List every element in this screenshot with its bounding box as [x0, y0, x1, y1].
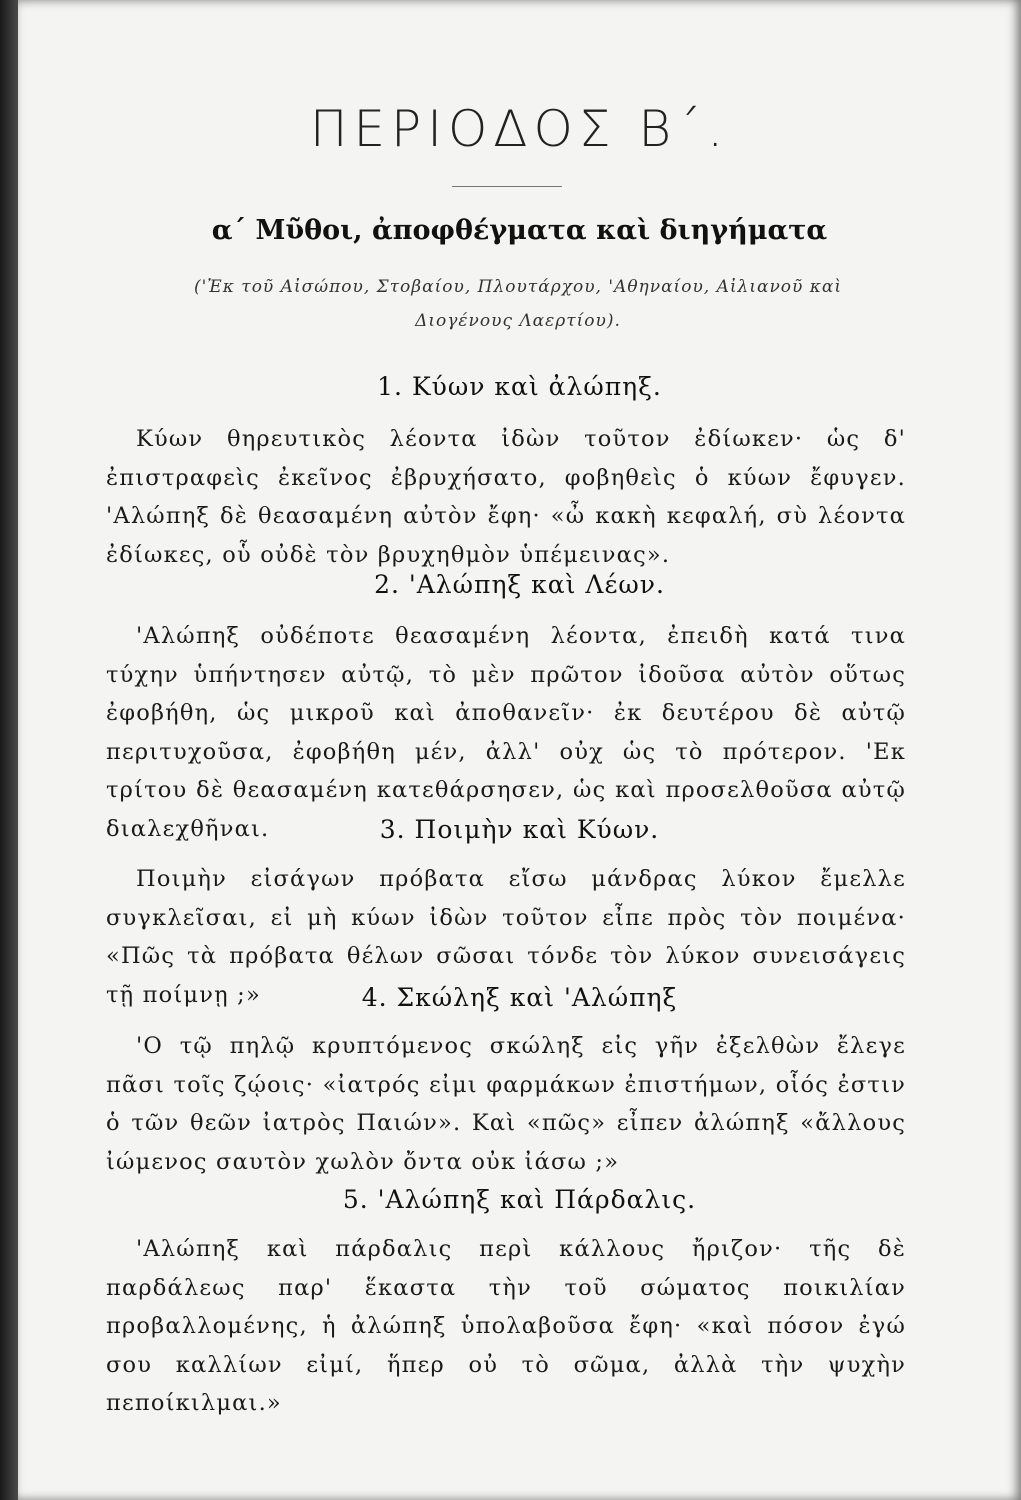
fable-1-text — [106, 420, 906, 574]
fable-2-text — [106, 617, 906, 848]
book-gutter — [0, 0, 18, 1500]
fable-3-title: 3. Ποιμὴν καὶ Κύων. — [379, 815, 660, 844]
fable-5-title: 5. 'Αλώπηξ καὶ Πάρδαλις. — [342, 1185, 697, 1214]
title-divider — [452, 186, 562, 187]
fable-2-title: 2. 'Αλώπηξ καὶ Λέων. — [374, 570, 665, 599]
fable-5-paragraph: 'Αλώπηξ καὶ πάρδαλις περὶ κάλλους ἤριζον· τῆς δὲ παρδάλεως παρ' ἕκαστα τὴν τοῦ σώματος ποικιλίαν προβαλλομένης, ἡ ἀλώπηξ ὑπολαβοῦσα ἔφη· «καὶ πόσον ἐγώ σου καλλίων εἰμί, ἥπερ οὐ τὸ σῶμα, ἀλλὰ τὴν ψυχὴν πεποίκιλμαι.» — [106, 1236, 906, 1416]
section-title: α΄ Μῦθοι, ἀποφθέγματα καὶ διηγήματα — [211, 215, 828, 246]
fable-2-paragraph: 'Αλώπηξ οὐδέποτε θεασαμένη λέοντα, ἐπειδὴ κατά τινα τύχην ὑπήντησεν αὐτῷ, τὸ μὲν πρῶτον ἰδοῦσα αὐτὸν οὕτως ἐφοβήθη, ὡς μικροῦ καὶ ἀποθανεῖν· ἐκ δευτέρου δὲ αὐτῷ περιτυχοῦσα, ἐφοβήθη μέν, ἀλλ' οὐχ ὡς τὸ πρότερον. 'Εκ τρίτου δὲ θεασαμένη κατεθάρσησεν, ὡς καὶ προσελθοῦσα αὐτῷ διαλεχθῆναι. — [106, 623, 906, 842]
fable-5-text — [106, 1230, 906, 1423]
fable-3-paragraph: Ποιμὴν εἰσάγων πρόβατα εἴσω μάνδρας λύκον ἔμελλε συγκλεῖσαι, εἰ μὴ κύων ἰδὼν τοῦτον εἶπε πρὸς τὸν ποιμένα· «Πῶς τὰ πρόβατα θέλων σῶσαι τόνδε τὸν λύκον συνεισάγεις τῇ ποίμνῃ ;» — [106, 866, 906, 1008]
fable-1-title: 1. Κύων καὶ ἀλώπηξ. — [377, 372, 662, 401]
fable-1-paragraph: Κύων θηρευτικὸς λέοντα ἰδὼν τοῦτον ἐδίωκεν· ὡς δ' ἐπιστραφεὶς ἐκεῖνος ἐβρυχήσατο, φοβηθεὶς ὁ κύων ἔφυγεν. 'Αλώπηξ δὲ θεασαμένη αὐτὸν ἔφη· «ὦ κακὴ κεφαλή, σὺ λέοντα ἐδίωκες, οὗ οὐδὲ τὸν βρυχηθμὸν ὑπέμεινας». — [106, 426, 906, 568]
period-title: ΠΕΡΙΟΔΟΣ Β΄. — [309, 100, 730, 158]
source-attribution: ('Ἐκ τοῦ Αἰσώπου, Στοβαίου, Πλουτάρχου, 'Αθηναίου, Αἰλιανοῦ καὶ Διογένους Λαερτίου). — [193, 277, 843, 331]
fable-4-text — [106, 1027, 906, 1181]
fable-4-title: 4. Σκώληξ καὶ 'Αλώπηξ — [361, 983, 678, 1012]
fable-4-paragraph: 'Ο τῷ πηλῷ κρυπτόμενος σκώληξ εἰς γῆν ἐξελθὼν ἔλεγε πᾶσι τοῖς ζῴοις· «ἰατρός εἰμι φαρμάκων ἐπιστήμων, οἷός ἐστιν ὁ τῶν θεῶν ἰατρὸς Παιών». Καὶ «πῶς» εἶπεν ἀλώπηξ «ἄλλους ἰώμενος σαυτὸν χωλὸν ὄντα οὐκ ἰάσω ;» — [106, 1033, 906, 1175]
book-page — [18, 0, 1021, 1500]
